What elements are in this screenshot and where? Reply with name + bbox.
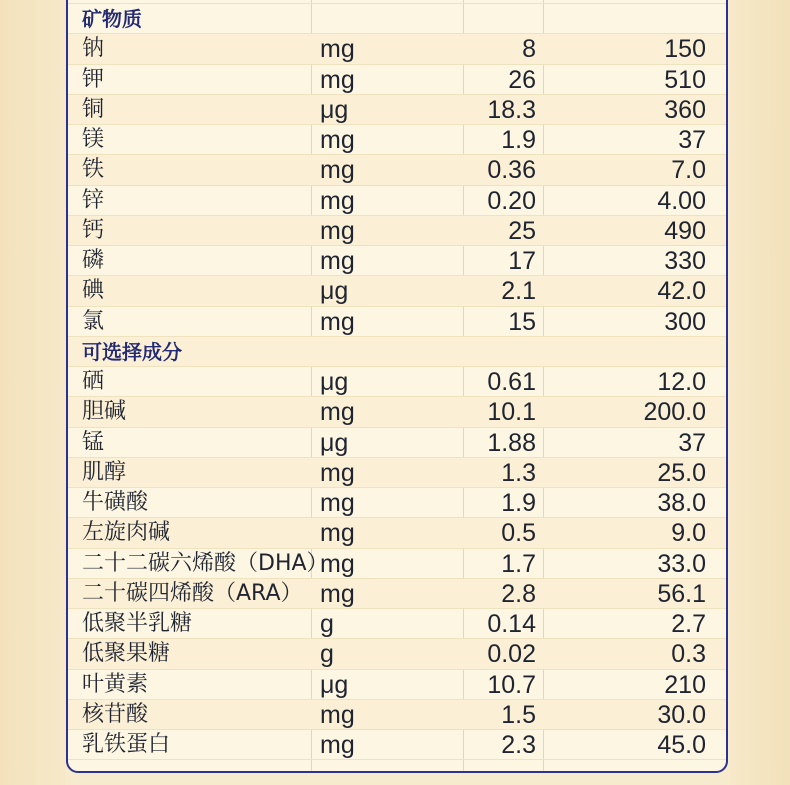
table-row: [68, 65, 726, 95]
section-title: 可选择成分: [82, 339, 182, 364]
table-row: [68, 458, 726, 488]
value-per-100kj: 15: [508, 307, 536, 336]
value-per-100g: 300: [664, 307, 706, 336]
value-per-100kj: 25: [508, 216, 536, 245]
table-row: [68, 700, 726, 730]
table-row: [68, 246, 726, 276]
value-per-100g: 38.0: [657, 489, 706, 517]
nutrient-unit: mg: [320, 186, 355, 215]
value-per-100g: 510: [664, 65, 706, 94]
nutrient-unit: mg: [320, 700, 355, 729]
value-per-100kj: 0.36: [487, 156, 536, 185]
table-row: [68, 95, 726, 125]
nutrient-unit: mg: [320, 126, 355, 154]
nutrient-name: 叶黄素: [82, 671, 149, 697]
value-per-100g: 56.1: [657, 579, 706, 608]
section-header: [68, 4, 726, 34]
nutrient-name: 锌: [82, 187, 105, 213]
value-per-100kj: 1.9: [501, 489, 536, 517]
value-per-100kj: 2.8: [501, 579, 536, 608]
nutrient-unit: mg: [320, 216, 355, 245]
value-per-100kj: 0.61: [487, 368, 536, 396]
nutrition-table: [66, 0, 728, 773]
nutrient-name: 钾: [82, 66, 105, 92]
nutrient-unit: mg: [320, 307, 355, 336]
nutrient-unit: μg: [320, 670, 349, 699]
nutrient-name: 钙: [82, 217, 105, 243]
nutrient-unit: μg: [320, 368, 349, 396]
nutrient-unit: μg: [320, 428, 349, 457]
value-per-100kj: 1.88: [487, 428, 536, 457]
table-row: [68, 216, 726, 246]
table-row: [68, 579, 726, 609]
nutrient-name: 肌醇: [82, 459, 127, 485]
nutrient-name: 硒: [82, 369, 105, 394]
value-per-100g: 12.0: [657, 368, 706, 396]
nutrient-unit: g: [320, 640, 334, 669]
nutrient-unit: mg: [320, 549, 355, 578]
table-row: [68, 609, 726, 639]
value-per-100g: 200.0: [643, 398, 706, 427]
value-per-100g: 0.3: [671, 640, 706, 669]
section-header: [68, 337, 726, 367]
table-row: [68, 730, 726, 760]
background-right: [730, 0, 790, 785]
value-per-100kj: 1.9: [501, 126, 536, 154]
value-per-100g: 37: [678, 126, 706, 154]
nutrient-name: 钠: [82, 36, 105, 62]
nutrient-name: 碘: [82, 278, 105, 304]
nutrient-name: 镁: [82, 127, 105, 152]
nutrient-unit: mg: [320, 731, 355, 759]
value-per-100g: 330: [664, 247, 706, 275]
nutrient-unit: mg: [320, 35, 355, 64]
value-per-100g: 45.0: [657, 731, 706, 759]
value-per-100kj: 1.5: [501, 700, 536, 729]
value-per-100kj: 0.20: [487, 186, 536, 215]
nutrient-unit: mg: [320, 489, 355, 517]
value-per-100kj: 17: [508, 247, 536, 275]
nutrient-name: 乳铁蛋白: [82, 732, 171, 757]
value-per-100g: 2.7: [671, 610, 706, 638]
table-row: [68, 488, 726, 518]
value-per-100kj: 1.3: [501, 458, 536, 487]
table-row: [68, 155, 726, 185]
table-row: [68, 186, 726, 216]
nutrient-unit: g: [320, 610, 334, 638]
nutrient-unit: μg: [320, 95, 349, 124]
value-per-100kj: 1.7: [501, 549, 536, 578]
value-per-100kj: 0.14: [487, 610, 536, 638]
background-left: [0, 0, 66, 785]
table-row: [68, 125, 726, 155]
nutrient-name: 低聚果糖: [82, 641, 171, 667]
table-row: [68, 367, 726, 397]
table-row: [68, 518, 726, 548]
value-per-100g: 150: [664, 35, 706, 64]
value-per-100kj: 18.3: [487, 95, 536, 124]
nutrient-unit: mg: [320, 247, 355, 275]
value-per-100g: 210: [664, 670, 706, 699]
nutrient-name: 氯: [82, 308, 105, 334]
nutrient-name: 锰: [82, 429, 105, 455]
table-body: [68, 0, 726, 760]
table-row: [68, 670, 726, 700]
nutrient-unit: mg: [320, 519, 355, 548]
nutrient-name: 胆碱: [82, 399, 127, 425]
nutrient-name: 二十碳四烯酸（ARA）: [82, 580, 303, 606]
nutrient-name: 铜: [82, 96, 105, 122]
value-per-100kj: 0.5: [501, 519, 536, 548]
table-row: [68, 549, 726, 579]
value-per-100g: 360: [664, 95, 706, 124]
value-per-100kj: 8: [522, 35, 536, 64]
value-per-100g: 9.0: [671, 519, 706, 548]
value-per-100kj: 2.1: [501, 277, 536, 306]
value-per-100g: 30.0: [657, 700, 706, 729]
nutrient-unit: μg: [320, 277, 349, 306]
nutrient-name: 核苷酸: [82, 701, 149, 727]
value-per-100g: 490: [664, 216, 706, 245]
value-per-100g: 7.0: [671, 156, 706, 185]
nutrient-unit: mg: [320, 398, 355, 427]
nutrient-unit: mg: [320, 458, 355, 487]
table-row: [68, 307, 726, 337]
table-row: [68, 397, 726, 427]
nutrient-name: 牛磺酸: [82, 490, 149, 515]
value-per-100kj: 10.7: [487, 670, 536, 699]
value-per-100kj: 2.3: [501, 731, 536, 759]
nutrient-name: 磷: [82, 248, 105, 273]
value-per-100kj: 26: [508, 65, 536, 94]
nutrient-unit: mg: [320, 156, 355, 185]
table-row: [68, 34, 726, 64]
table-row: [68, 428, 726, 458]
nutrient-name: 低聚半乳糖: [82, 611, 193, 636]
value-per-100g: 33.0: [657, 549, 706, 578]
nutrient-name: 铁: [82, 157, 105, 183]
value-per-100g: 42.0: [657, 277, 706, 306]
value-per-100g: 25.0: [657, 458, 706, 487]
value-per-100kj: 0.02: [487, 640, 536, 669]
nutrient-name: 二十二碳六烯酸（DHA）: [82, 550, 329, 576]
nutrient-unit: mg: [320, 65, 355, 94]
table-row: [68, 276, 726, 306]
value-per-100g: 4.00: [657, 186, 706, 215]
nutrient-unit: mg: [320, 579, 355, 608]
section-title: 矿物质: [82, 7, 142, 31]
table-row: [68, 639, 726, 669]
value-per-100kj: 10.1: [487, 398, 536, 427]
value-per-100g: 37: [678, 428, 706, 457]
nutrient-name: 左旋肉碱: [82, 520, 171, 546]
